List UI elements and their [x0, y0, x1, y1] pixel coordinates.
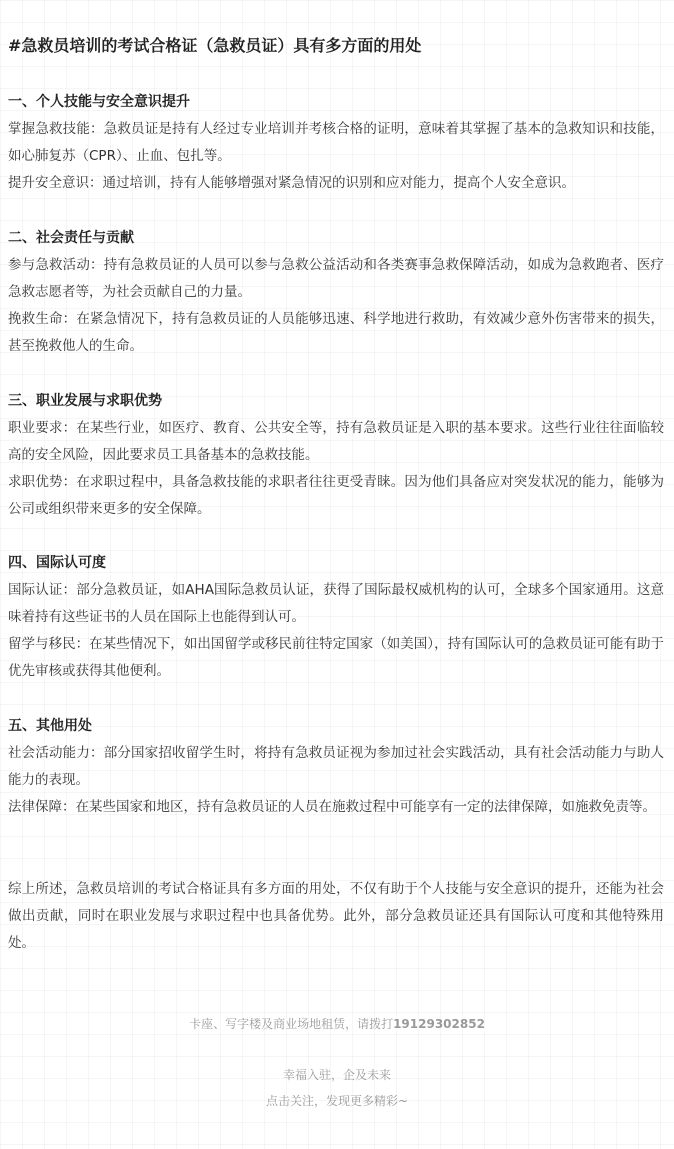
footer-phone-number: 19129302852 [393, 1017, 485, 1031]
paragraph-master-skills: 掌握急救技能：急救员证是持有人经过专业培训并考核合格的证明，意味着其掌握了基本的急救知识和技能，如心肺复苏（CPR）、止血、包扎等。 [8, 121, 664, 164]
paragraph-job-advantage: 求职优势：在求职过程中，具备急救技能的求职者往往更受青睐。因为他们具备应对突发状况的能力，能够为公司或组织带来更多的安全保障。 [8, 474, 664, 517]
footer-slogan: 幸福入驻，企及未来 [282, 1068, 391, 1082]
paragraph-safety-awareness: 提升安全意识：通过培训，持有人能够增强对紧急情况的识别和应对能力，提高个人安全意识。 [8, 175, 575, 191]
article-title: #急救员培训的考试合格证（急救员证）具有多方面的用处 [8, 36, 422, 55]
paragraph-job-requirements: 职业要求：在某些行业，如医疗、教育、公共安全等，持有急救员证是入职的基本要求。这些行业往往面临较高的安全风险，因此要求员工具备基本的急救技能。 [8, 420, 664, 463]
paragraph-legal-protection: 法律保障：在某些国家和地区，持有急救员证的人员在施救过程中可能享有一定的法律保障，如施救免责等。 [8, 799, 656, 815]
paragraph-conclusion: 综上所述，急救员培训的考试合格证具有多方面的用处，不仅有助于个人技能与安全意识的提升，还能为社会做出贡献，同时在职业发展与求职过程中也具备优势。此外，部分急救员证还具有国际认可度和其他特殊用处。 [8, 881, 664, 951]
section-heading-career: 三、职业发展与求职优势 [8, 393, 162, 409]
paragraph-social-ability: 社会活动能力：部分国家招收留学生时，将持有急救员证视为参加过社会实践活动，具有社会活动能力与助人能力的表现。 [8, 745, 664, 788]
section-heading-social-responsibility: 二、社会责任与贡献 [8, 230, 134, 246]
footer-contact-text: 卡座、写字楼及商业场地租赁，请拨打 [189, 1017, 394, 1031]
paragraph-international-cert: 国际认证：部分急救员证，如AHA国际急救员认证，获得了国际最权威机构的认可，全球多个国家通用。这意味着持有这些证书的人员在国际上也能得到认可。 [8, 582, 664, 625]
paragraph-study-abroad: 留学与移民：在某些情况下，如出国留学或移民前往特定国家（如美国），持有国际认可的急救员证可能有助于优先审核或获得其他便利。 [8, 636, 664, 679]
paragraph-join-activities: 参与急救活动：持有急救员证的人员可以参与急救公益活动和各类赛事急救保障活动，如成为急救跑者、医疗急救志愿者等，为社会贡献自己的力量。 [8, 257, 664, 300]
section-heading-international: 四、国际认可度 [8, 555, 106, 571]
paragraph-save-lives: 挽救生命：在紧急情况下，持有急救员证的人员能够迅速、科学地进行救助，有效减少意外伤害带来的损失，甚至挽救他人的生命。 [8, 311, 664, 354]
footer-contact [0, 1015, 674, 1033]
section-heading-personal-skills: 一、个人技能与安全意识提升 [8, 94, 190, 110]
footer-follow-link[interactable]: 点击关注，发现更多精彩~ [265, 1094, 409, 1108]
section-heading-other-uses: 五、其他用处 [8, 718, 92, 734]
